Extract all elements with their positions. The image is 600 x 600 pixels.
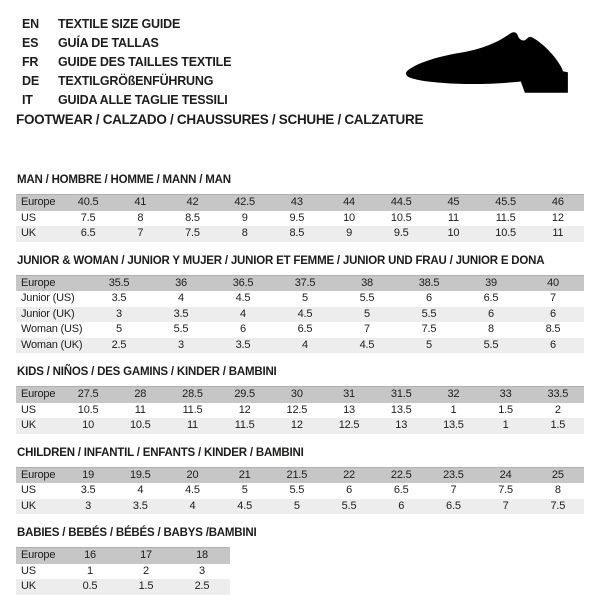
size-section xyxy=(16,526,584,595)
size-cell: 13.5 xyxy=(390,403,412,416)
size-table xyxy=(16,386,584,434)
size-cell: 8.5 xyxy=(289,227,305,239)
language-code: IT xyxy=(22,93,33,107)
header xyxy=(16,15,584,110)
size-cell: 7.5 xyxy=(550,499,566,512)
section-title: JUNIOR & WOMAN / JUNIOR Y MUJER / JUNIOR ET FEMME / JUNIOR UND FRAU / JUNIOR E DONA xyxy=(17,254,545,267)
size-cell: 7 xyxy=(364,323,370,335)
size-cell: 8.5 xyxy=(185,211,200,224)
row-label: Woman (US) xyxy=(21,323,83,335)
size-section xyxy=(16,173,584,242)
size-cell: 4 xyxy=(240,307,246,320)
size-cell: 5 xyxy=(241,484,248,496)
size-cell: 9.5 xyxy=(289,211,305,224)
size-cell: 36.5 xyxy=(232,276,254,289)
size-cell: 5 xyxy=(293,499,300,512)
row-label: Europe xyxy=(21,468,56,481)
size-cell: 11.5 xyxy=(495,211,516,224)
size-cell: 5 xyxy=(116,323,122,335)
size-cell: 1 xyxy=(87,564,93,577)
size-cell: 4.5 xyxy=(185,484,200,496)
size-cell: 28 xyxy=(134,388,147,400)
row-label: US xyxy=(21,484,36,496)
size-cell: 5.5 xyxy=(341,499,357,512)
size-section xyxy=(16,254,584,354)
size-cell: 12.5 xyxy=(286,403,308,416)
size-cell: 29.5 xyxy=(234,388,255,400)
table-row xyxy=(16,291,584,307)
row-label: Europe xyxy=(21,196,56,208)
size-cell: 2.5 xyxy=(194,580,210,592)
size-cell: 12 xyxy=(238,403,251,416)
size-cell: 6.5 xyxy=(483,292,499,304)
size-cell: 6 xyxy=(550,338,556,351)
size-cell: 8.5 xyxy=(545,323,561,335)
size-cell: 10 xyxy=(447,227,460,239)
table-row xyxy=(16,483,584,499)
size-cell: 7 xyxy=(137,227,144,239)
size-cell: 2 xyxy=(554,403,561,416)
size-cell: 5.5 xyxy=(483,338,499,351)
size-cell: 39 xyxy=(485,276,497,289)
size-cell: 31.5 xyxy=(390,388,412,400)
size-cell: 5 xyxy=(364,307,370,320)
size-cell: 2.5 xyxy=(111,338,127,351)
table-row xyxy=(16,467,584,483)
language-label: TEXTILE SIZE GUIDE xyxy=(58,17,181,31)
size-cell: 7 xyxy=(502,499,509,512)
size-cell: 28.5 xyxy=(182,388,203,400)
size-cell: 7 xyxy=(550,292,556,304)
size-cell: 13.5 xyxy=(443,419,464,431)
table-row xyxy=(16,387,584,403)
size-cell: 42.5 xyxy=(234,196,255,208)
size-cell: 3.5 xyxy=(173,307,189,320)
size-section xyxy=(16,446,584,515)
size-cell: 22 xyxy=(343,468,355,481)
category-title: FOOTWEAR / CALZADO / CHAUSSURES / SCHUHE / CALZATURE xyxy=(16,112,424,127)
size-cell: 8 xyxy=(241,227,248,239)
table-row xyxy=(16,579,230,595)
size-cell: 4 xyxy=(137,484,144,496)
size-cell: 18 xyxy=(196,549,208,561)
size-cell: 24 xyxy=(499,468,512,481)
size-cell: 11 xyxy=(447,211,459,224)
size-cell: 10.5 xyxy=(129,419,151,431)
size-cell: 6.5 xyxy=(446,499,461,512)
size-cell: 5.5 xyxy=(173,323,189,335)
size-cell: 46 xyxy=(551,196,564,208)
size-cell: 11.5 xyxy=(234,419,255,431)
row-label: UK xyxy=(21,499,36,512)
size-cell: 5 xyxy=(426,338,432,351)
size-cell: 22.5 xyxy=(390,468,412,481)
language-code: ES xyxy=(22,36,39,50)
size-cell: 4.5 xyxy=(235,292,251,304)
table-row xyxy=(16,226,584,242)
table-row xyxy=(16,275,584,291)
row-label: Junior (US) xyxy=(21,292,75,304)
size-cell: 1.5 xyxy=(138,580,154,592)
size-cell: 1.5 xyxy=(550,419,566,431)
size-cell: 3 xyxy=(199,564,205,577)
table-row xyxy=(16,418,584,434)
row-label: Woman (UK) xyxy=(21,338,83,351)
size-cell: 6.5 xyxy=(80,227,96,239)
size-cell: 7 xyxy=(450,484,457,496)
size-cell: 10.5 xyxy=(77,403,99,416)
row-label: Europe xyxy=(21,276,56,289)
table-row xyxy=(16,322,584,338)
row-label: Europe xyxy=(21,388,56,400)
size-cell: 41 xyxy=(134,196,147,208)
size-cell: 19 xyxy=(82,468,95,481)
size-cell: 38.5 xyxy=(418,276,440,289)
size-cell: 44.5 xyxy=(390,196,412,208)
size-cell: 4 xyxy=(189,499,196,512)
size-cell: 9.5 xyxy=(393,227,409,239)
size-cell: 40.5 xyxy=(77,196,99,208)
size-cell: 6 xyxy=(240,323,246,335)
size-cell: 6 xyxy=(488,307,494,320)
row-label: US xyxy=(21,564,36,577)
table-row xyxy=(16,338,584,354)
size-cell: 6 xyxy=(426,292,432,304)
size-cell: 13 xyxy=(395,419,408,431)
table-row xyxy=(16,564,230,580)
size-cell: 3.5 xyxy=(111,292,127,304)
row-label: UK xyxy=(21,419,36,431)
dress-shoe-silhouette xyxy=(406,32,568,92)
size-cell: 4 xyxy=(178,292,184,304)
size-cell: 21.5 xyxy=(286,468,308,481)
section-title: MAN / HOMBRE / HOMME / MANN / MAN xyxy=(17,174,231,186)
size-cell: 4.5 xyxy=(297,307,313,320)
size-cell: 37.5 xyxy=(294,276,316,289)
size-cell: 40 xyxy=(547,276,559,289)
size-table xyxy=(16,467,584,515)
size-cell: 4 xyxy=(302,338,308,351)
language-code: FR xyxy=(22,55,39,69)
size-cell: 4.5 xyxy=(237,499,252,512)
size-cell: 3.5 xyxy=(80,484,96,496)
size-cell: 30 xyxy=(290,388,303,400)
size-cell: 33.5 xyxy=(547,388,569,400)
size-cell: 12 xyxy=(290,419,303,431)
size-table xyxy=(16,547,230,595)
section-title: CHILDREN / INFANTIL / ENFANTS / KINDER / BAMBINI xyxy=(17,446,304,459)
size-cell: 10 xyxy=(82,419,95,431)
language-label: GUIDA ALLE TAGLIE TESSILI xyxy=(58,93,228,107)
size-cell: 7.5 xyxy=(185,227,200,239)
size-cell: 44 xyxy=(343,196,355,208)
size-cell: 7.5 xyxy=(80,211,96,224)
row-label: Europe xyxy=(21,549,56,561)
language-code: DE xyxy=(22,74,39,88)
size-cell: 13 xyxy=(343,403,355,416)
size-section xyxy=(16,365,584,434)
size-cell: 5.5 xyxy=(421,307,437,320)
size-cell: 10 xyxy=(343,211,355,224)
size-cell: 3 xyxy=(85,499,92,512)
size-cell: 5 xyxy=(302,292,308,304)
size-cell: 6 xyxy=(398,499,405,512)
row-label: UK xyxy=(21,227,36,239)
size-cell: 11.5 xyxy=(182,403,203,416)
size-cell: 11 xyxy=(134,403,146,416)
size-cell: 1 xyxy=(450,403,457,416)
size-cell: 2 xyxy=(143,564,149,577)
size-cell: 3.5 xyxy=(235,338,251,351)
section-title: BABIES / BEBÉS / BÉBÉS / BABYS /BAMBINI xyxy=(17,527,257,539)
size-cell: 23.5 xyxy=(443,468,464,481)
size-cell: 0.5 xyxy=(82,580,98,592)
size-cell: 9 xyxy=(346,227,352,239)
dress-shoe-icon xyxy=(401,30,573,95)
size-table xyxy=(16,194,584,242)
size-cell: 1.5 xyxy=(498,403,513,416)
size-cell: 3.5 xyxy=(132,499,148,512)
row-label: Junior (UK) xyxy=(21,307,75,320)
language-code: EN xyxy=(22,17,39,31)
size-cell: 8 xyxy=(554,484,561,496)
table-row xyxy=(16,499,584,515)
tables-container xyxy=(16,173,584,595)
size-cell: 11 xyxy=(186,419,198,431)
row-label: US xyxy=(21,211,36,224)
size-cell: 4.5 xyxy=(359,338,375,351)
row-label: US xyxy=(21,403,36,416)
size-table xyxy=(16,275,584,354)
size-cell: 1 xyxy=(502,419,509,431)
size-cell: 21 xyxy=(238,468,251,481)
size-cell: 16 xyxy=(84,549,96,561)
size-cell: 10.5 xyxy=(495,227,516,239)
size-cell: 32 xyxy=(447,388,460,400)
size-cell: 6.5 xyxy=(297,323,313,335)
table-row xyxy=(16,548,230,564)
language-label: GUÍA DE TALLAS xyxy=(58,36,159,50)
size-cell: 31 xyxy=(343,388,355,400)
size-cell: 43 xyxy=(290,196,303,208)
table-row xyxy=(16,211,584,227)
size-cell: 7.5 xyxy=(498,484,513,496)
size-cell: 33 xyxy=(499,388,512,400)
size-cell: 27.5 xyxy=(77,388,99,400)
size-cell: 6.5 xyxy=(393,484,409,496)
size-cell: 45.5 xyxy=(495,196,516,208)
table-row xyxy=(16,307,584,323)
row-label: UK xyxy=(21,580,36,592)
size-cell: 6 xyxy=(550,307,556,320)
size-cell: 9 xyxy=(241,211,248,224)
size-cell: 8 xyxy=(488,323,494,335)
size-cell: 5.5 xyxy=(359,292,375,304)
section-title: KIDS / NIÑOS / DES GAMINS / KINDER / BAMBINI xyxy=(17,366,277,378)
size-cell: 3 xyxy=(178,338,184,351)
size-cell: 6 xyxy=(346,484,352,496)
size-cell: 20 xyxy=(186,468,199,481)
table-row xyxy=(16,403,584,419)
size-cell: 8 xyxy=(137,211,144,224)
size-cell: 11 xyxy=(552,227,564,239)
size-cell: 17 xyxy=(140,549,152,561)
size-cell: 42 xyxy=(186,196,199,208)
size-cell: 12 xyxy=(551,211,564,224)
size-cell: 45 xyxy=(447,196,460,208)
size-cell: 7.5 xyxy=(421,323,437,335)
size-cell: 35.5 xyxy=(108,276,130,289)
language-label: TEXTILGRÖßENFÜHRUNG xyxy=(58,74,214,88)
size-cell: 10.5 xyxy=(390,211,412,224)
size-cell: 12.5 xyxy=(338,419,360,431)
table-row xyxy=(16,195,584,211)
size-cell: 38 xyxy=(361,276,373,289)
language-label: GUIDE DES TAILLES TEXTILE xyxy=(58,55,232,69)
size-cell: 25 xyxy=(551,468,564,481)
size-cell: 5.5 xyxy=(289,484,305,496)
size-cell: 19.5 xyxy=(129,468,151,481)
size-cell: 3 xyxy=(116,307,122,320)
size-cell: 36 xyxy=(175,276,187,289)
